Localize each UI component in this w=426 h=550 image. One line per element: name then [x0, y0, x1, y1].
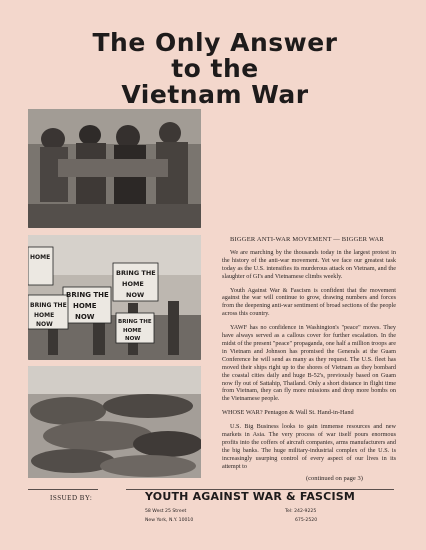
organization-address: [145, 507, 193, 525]
headline-line-1: The Only Answer: [92, 28, 338, 57]
phone-line-1: Tel: 242-9225: [285, 509, 317, 514]
article-column: [222, 236, 396, 477]
article-paragraph-1: We are marching by the thousands today in the largest protest in the history of the anti-war movement. Yet we face our greatest task today as the U.S. intensifies its murderous attack on Vietnam, and the slaughter of GI's and Vietnamese climbs weekly.: [222, 248, 396, 280]
headline: [60, 30, 370, 108]
sign-text-11: BRING THE: [118, 319, 152, 325]
sign-text-1: HOME: [30, 254, 51, 261]
continued-note: (continued on page 3): [306, 475, 363, 482]
sign-text-3: HOME: [73, 302, 97, 310]
article-paragraph-2: Youth Against War & Fascism is confident that the movement against the war will continue to grow, drawing numbers and forces from the deepening anti-war sentiment of broad sections of the people across this country.: [222, 286, 396, 318]
soldiers-carrying-wounded-photo: [28, 109, 201, 228]
address-line-2: New York, N.Y. 10010: [145, 518, 194, 523]
sign-text-8: BRING THE: [116, 269, 156, 277]
sign-text-6: HOME: [34, 312, 55, 319]
headline-line-3: Vietnam War: [121, 80, 309, 109]
article-heading-2: WHOSE WAR? Pentagon & Wall St. Hand-in-Hand: [222, 409, 354, 417]
article-heading: BIGGER ANTI-WAR MOVEMENT — BIGGER WAR: [230, 236, 384, 243]
organization-phone: [285, 507, 317, 525]
vietnamese-casualties-photo: [28, 366, 201, 478]
sign-text-7: NOW: [36, 321, 53, 328]
sign-text-4: NOW: [75, 313, 95, 321]
headline-line-2: to the: [171, 54, 259, 83]
protest-signs-photo: [28, 235, 201, 360]
organization-name: YOUTH AGAINST WAR & FASCISM: [145, 490, 356, 503]
phone-line-2: 675-2520: [295, 518, 318, 523]
sign-text-5: BRING THE: [30, 302, 67, 309]
address-line-1: 58 West 25 Street: [145, 509, 187, 514]
sign-text-10: NOW: [126, 291, 145, 299]
sign-text-13: NOW: [125, 336, 141, 342]
article-paragraph-4: U.S. Big Business looks to gain immense resources and new markets in Asia. The very process of war itself pours enormous profits into the coffers of aircraft companies, arms manufacturers and the big banks. The huge military-industrial complex of the U.S. is increasingly usurping control of every aspect of our lives in its attempt to: [222, 423, 396, 470]
issued-by-label: ISSUED BY:: [50, 494, 93, 502]
sign-text-9: HOME: [122, 280, 144, 288]
footer-rule-left: [28, 489, 98, 490]
sign-text-2: BRING THE: [66, 291, 109, 299]
article-paragraph-3: YAWF has no confidence in Washington's "peace" moves. They have always served as a callous cover for further escalation. In the midst of the present "peace" propaganda, one half a million troops are in Vietnam and Johnson has promised the Generals at the Guam Conference he will send as many as they request. The U.S. fleet has moved their ships right up to the shores of Vietnam as they bombard the coastal cities daily and huge B-52's, previously based on Guam now fly out of Sattahip, Thailand. Only a short distance in flight time from Vietnam, they can fly more missions and drop more bombs on the Vietnamese people.: [222, 324, 396, 403]
sign-text-12: HOME: [123, 328, 142, 334]
